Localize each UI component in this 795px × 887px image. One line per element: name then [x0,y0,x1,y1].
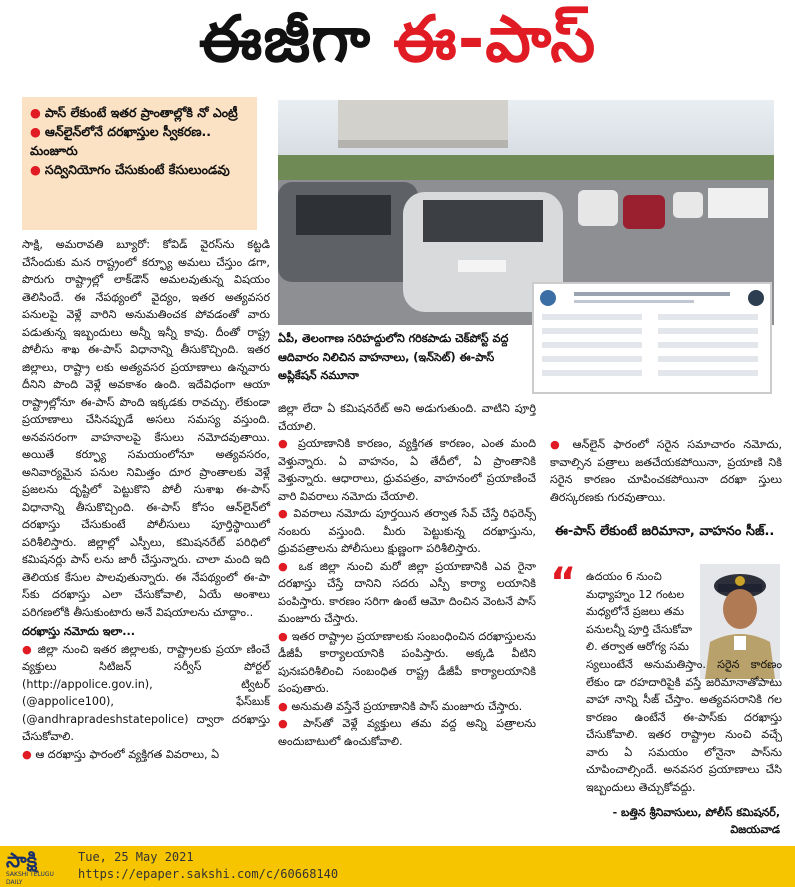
column-1 [22,236,270,763]
column-2 [278,400,536,750]
headline-part2: ఈ-పాస్ [393,3,597,77]
author-credit: - బత్తిన శ్రీనివాసులు, పోలీస్ కమిషనర్, విజయవాడ [612,806,780,836]
quote-mark-icon: “ [550,560,577,606]
intro-paragraph: సాక్షి, అమరావతి బ్యూరో: కోవిడ్ వైరస్‌ను కట్టడి చేసేందుకు మన రాష్ట్రంలో కర్ఫ్యూ అమలు చేస్తుం డగా, పొరుగు రాష్ట్రాల్లో లాక్‌డౌన్ అమలవుతున్న విషయం తెలిసిందే. ఈ నేపథ్యంలో వైద్యం, ఇతర అత్యవసర పనులపై వెళ్లే వారిని అనుమతించక పోవడంతో వారు పడుతున్న ఇబ్బందులు అన్నీ ఇన్నీ కావు. దీంతో రాష్ట్ర పోలీసు శాఖ ఈ-పాస్ విధానాన్ని తీసుకొచ్చింది. ఇతర జిల్లాలు, రాష్ట్రా లకు అత్యవసర ప్రయాణాలు ఉన్నవారు దీనిని పొంది వెళ్లే అవకాశం ఉంది. ఇదేవిధంగా ఆయా రాష్ట్రాల్లోనూ ఈ-పాస్ పొంది ఇక్కడకు రావచ్చు. లేకుండా ప్రయాణాలు చేసినప్పుడే అసలు సమస్య వస్తుంది. అనవసరంగా వాహనాలపై కేసులు నమోదవుతాయి. అయితే కర్ఫ్యూ సమయంలోనూ అత్యవసరం, అనివార్యమైన పనుల నిమిత్తం దూర ప్రాంతాలకు వెళ్లే ప్రజలను దృష్టిలో పెట్టుకొని పోలీ సుశాఖ ఈ-పాస్ విధానాన్ని తీసుకొచ్చింది. ఈ-పాస్ కోసం ఆన్‌లైన్‌లో దరఖాస్తు చేసుకుంటే పోలీసులు పూర్తిస్థాయిలో పరిశీలిస్తారు. జిల్లాల్లో ఎస్పీలు, కమిషనరేట్ పరిధిలో కమిషనర్లు పాస్ లను జారీ చేస్తున్నారు. చాలా మంది ఇది తెలియక కేసుల పాలవుతున్నారు. ఈ నేపథ్యంలో ఈ-పా స్‌కు దరఖాస్తు ఎలా చేసుకోవాలి, ఏయే అంశాలు పరిగణలోకి తీసుకుంటారు అనే విషయాలను చూద్దాం.. [22,238,270,619]
headline [0,0,795,95]
column-3 [550,436,782,506]
paragraph: ● వివరాలు నమోదు పూర్తయిన తర్వాత సేవ్ చేస్తే రిఫరెన్స్ నంబరు వస్తుంది. మీరు పెట్టుకున్న దరఖాస్తును, ధ్రువపత్రాలను పోలీసులు క్షుణ్ణంగా పరిశీలిస్తారు. [278,507,536,555]
sakshi-logo: సాక్షి SAKSHI TELUGU DAILY [6,848,54,886]
footer-meta [78,849,338,883]
paragraph: ● ఆ దరఖాస్తు ఫారంలో వ్యక్తిగత వివరాలు, ఏ [22,747,220,761]
paragraph: ● ఇతర రాష్ట్రాల ప్రయాణాలకు సంబంధించిన దరఖాస్తులను డీజీపీ కార్యాలయానికి పంపిస్తారు. అక్కడి వీటిని పునఃపరిశీలించి సంబంధిత రాష్ట్ర డీజీపీ కార్యాలయానికి పంపుతారు. [278,629,536,695]
footer-url[interactable]: https://epaper.sakshi.com/c/60668140 [78,867,339,881]
epass-form-inset [532,282,772,394]
paragraph: ● జిల్లా నుంచి ఇతర జిల్లాలకు, రాష్ట్రాలకు ప్రయా ణించే వ్యక్తులు సిటిజన్ సర్వీస్ పోర్టల్ (http://appolice.gov.in), ట్విటర్ (@appolice100), ఫేస్‌బుక్ (@andhrapradeshstatepolice) ద్వారా దరఖాస్తు చేసుకోవాలి. [22,642,270,743]
highlights-box [22,97,257,230]
paragraph: ● ఒక జిల్లా నుంచి మరో జిల్లా ప్రయాణానికి ఎవ రైనా దరఖాస్తు చేస్తే దానిని సదరు ఎస్పీ కార్యా లయానికి పంపిస్తారు. కారణం సరిగా ఉంటే ఆమో దించిన వెంటనే పాస్ మంజూరు చేస్తారు. [278,559,536,625]
photo-caption: ఏపీ, తెలంగాణ సరిహద్దులోని గరికపాడు చెక్‌పోస్ట్ వద్ద ఆదివారం నిలిచిన వాహనాలు, (ఇన్‌సెట్) ఈ-పాస్ అప్లికేషన్ నమూనా [278,332,509,382]
paragraph: ● అనుమతి వస్తేనే ప్రయాణానికి పాస్ మంజూరు చేస్తారు. [278,699,523,713]
paragraph: ● ఆన్‌లైన్ ఫారంలో సరైన సమాచారం నమోదు, కావాల్సిన పత్రాలు జతచేయకపోయినా, ప్రయాణి నికి సరైన కారణం చూపించకపోయినా దరఖా స్తులు తిరస్కరణకు గురవుతాయి. [550,438,782,504]
highlight-item: ● ఆన్‌లైన్‌లోనే దరఖాస్తుల స్వీకరణ.. మంజూరు [30,124,212,158]
paragraph: ● ప్రయాణానికి కారణం, వ్యక్తిగత కారణం, ఎంత మంది వెళ్తున్నారు. ఏ వాహనం, ఏ తేదీలో, ఏ ప్రాంతానికి వెళ్తున్నారు. ఆధారాలు, ధ్రువపత్రం, వాహనంలో ప్రయాణించే వారి వివరాలు నమోదు చేయాలి. [278,437,536,503]
quote-continuation: స్యలుంటేనే అనుమతిస్తాం. సరైన కారణం లేకుం డా రహదారిపైకి వస్తే జరిమానాతోపాటు వాహా నాన్ని సీజ్ చేస్తాం. అత్యవసరానికి గల కారణం ఉంటేనే ఈ-పాస్‌కు దరఖాస్తు చేసుకోవాలి. ఇతర రాష్ట్రాల నుంచి వచ్చే వారు ఏ సమయం లోనైనా పాస్‌ను చూపించాల్సిందే. అనవసర ప్రయాణాలు చేసి ఇబ్బందులు తెచ్చుకోవద్దు. [586,658,782,794]
subhead: దరఖాస్తు నమోదు ఇలా... [22,625,135,638]
quote-block: ఉదయం 6 నుంచి మధ్యాహ్నం 12 గంటల మధ్యలోనే ప్రజలు తమ పనులన్నీ పూర్తి చేసుకోవా లి. తర్వాత ఆరోగ్య సమ [586,570,693,653]
paragraph: జిల్లా లేదా ఏ కమిషనరేట్ అని అడుగుతుంది. వాటిని పూర్తి చేయాలి. [278,402,536,433]
paragraph: ● పాస్‌తో వెళ్లే వ్యక్తులు తమ వద్ద అన్ని పత్రాలను అందుబాటులో ఉంచుకోవాలి. [278,717,536,748]
highlight-item: ● సద్వినియోగం చేసుకుంటే కేసులుండవు [30,162,230,177]
headline-part1: ఈజీగా [198,3,372,77]
footer-date: Tue, 25 May 2021 [78,850,194,864]
highlight-item: ● పాస్ లేకుంటే ఇతర ప్రాంతాల్లోకి నో ఎంట్రీ [30,105,238,120]
side-headline: ఈ-పాస్ లేకుంటే జరిమానా, వాహనం సీజ్.. [555,524,775,539]
